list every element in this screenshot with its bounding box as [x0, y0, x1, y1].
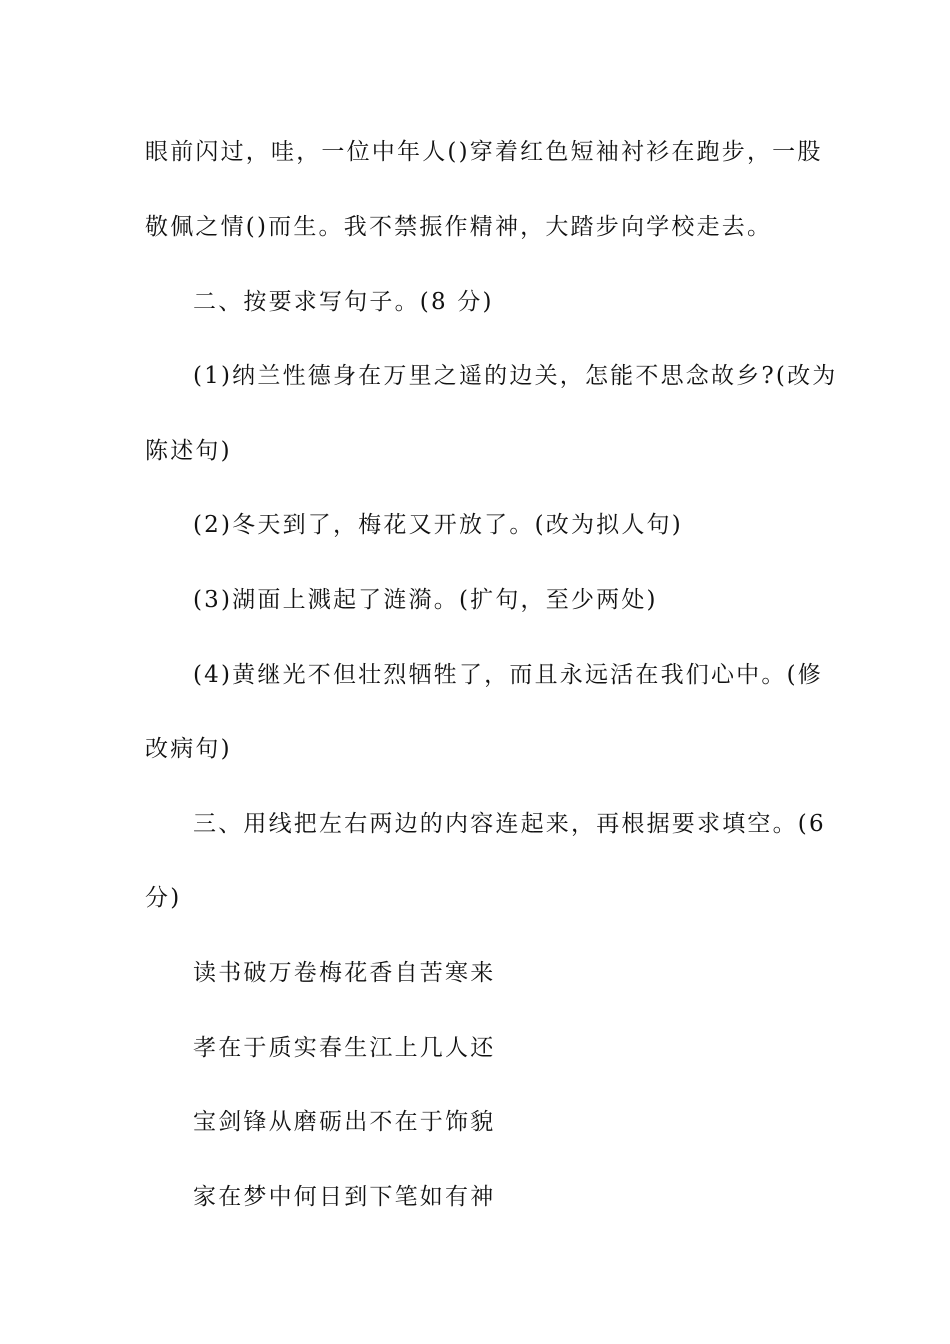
question-line: (1)纳兰性德身在万里之遥的边关，怎能不思念故乡?(改为 [193, 363, 838, 389]
question-line: (4)黄继光不但壮烈牺牲了，而且永远活在我们心中。(修 [193, 662, 823, 688]
paragraph-line: 敬佩之情()而生。我不禁振作精神，大踏步向学校走去。 [145, 214, 773, 240]
question-line: 改病句) [145, 736, 232, 762]
list-item: 家在梦中何日到下笔如有神 [193, 1184, 496, 1210]
section-heading: 三、用线把左右两边的内容连起来，再根据要求填空。(6 [193, 811, 826, 837]
question-line: (2)冬天到了，梅花又开放了。(改为拟人句) [193, 512, 683, 538]
section-heading: 分) [145, 885, 182, 911]
question-line: (3)湖面上溅起了涟漪。(扩句，至少两处) [193, 587, 658, 613]
question-line: 陈述句) [145, 438, 232, 464]
list-item: 读书破万卷梅花香自苦寒来 [193, 960, 496, 986]
section-heading: 二、按要求写句子。(8 分) [193, 289, 494, 315]
paragraph-line: 眼前闪过，哇，一位中年人()穿着红色短袖衬衫在跑步，一股 [145, 139, 823, 165]
list-item: 孝在于质实春生江上几人还 [193, 1035, 496, 1061]
list-item: 宝剑锋从磨砺出不在于饰貌 [193, 1109, 496, 1135]
